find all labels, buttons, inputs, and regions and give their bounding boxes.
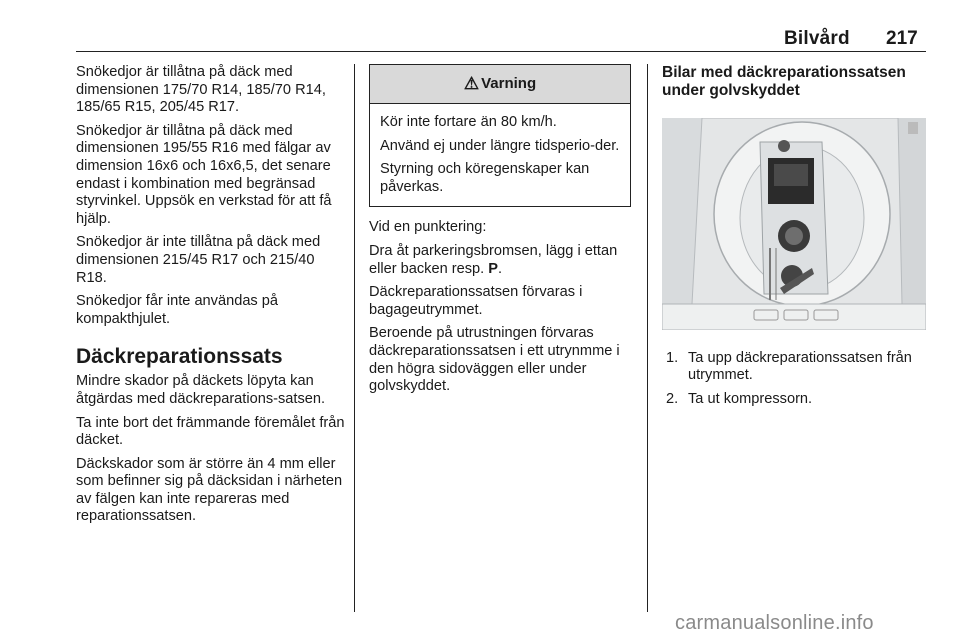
- paragraph: Beroende på utrustningen förvaras däckreparationssatsen i ett utrynmme i den högra sidoväggen eller under golvskyddet.: [369, 325, 620, 395]
- section-heading: Däckreparationssats: [76, 345, 283, 369]
- step-list: [662, 350, 926, 409]
- trunk-illustration: [662, 118, 926, 330]
- step-text: Ta ut kompressorn.: [688, 390, 813, 407]
- paragraph: Däckskador som är större än 4 mm eller som befinner sig på däcksidan i närheten av fälgen kan inte repareras med reparationssatsen.: [76, 455, 343, 525]
- warning-header: [370, 65, 630, 104]
- gear-letter: P: [488, 260, 498, 277]
- warning-icon: ⚠: [463, 74, 480, 94]
- paragraph: Ta inte bort det främmande föremålet från däcket.: [76, 414, 345, 449]
- warning-body: [370, 104, 630, 206]
- list-item: [662, 391, 926, 409]
- page-number: 217: [886, 28, 918, 49]
- step-text: Ta upp däckreparationssatsen från utrymmet.: [688, 349, 912, 384]
- column-2: [369, 64, 631, 402]
- list-item: [662, 350, 926, 385]
- paragraph: Snökedjor får inte användas på kompakthjulet.: [76, 293, 279, 327]
- warning-box: [369, 64, 631, 207]
- step-number: 1.: [666, 349, 679, 366]
- paragraph: Snökedjor är tillåtna på däck med dimensionen 175/70 R14, 185/70 R14, 185/65 R15, 205/45 R17.: [76, 64, 326, 116]
- step-number: 2.: [666, 390, 679, 407]
- paragraph: [369, 243, 631, 278]
- paragraph: Däckreparationssatsen förvaras i bagageutrymmet.: [369, 284, 583, 318]
- column-1: [76, 64, 346, 532]
- paragraph: Snökedjor är tillåtna på däck med dimensionen 195/55 R16 med fälgar av dimension 16x6 och 16x6,5, det senare endast i kombination med begränsad styrvinkel. Uppsök en verkstad för att få hjälp.: [76, 122, 332, 227]
- paragraph: Vid en punktering:: [369, 219, 487, 236]
- column-divider-1: [354, 64, 355, 612]
- column-3: [662, 64, 926, 414]
- paragraph-end: .: [498, 260, 503, 277]
- subsection-heading: Bilar med däckreparationssatsen under golvskyddet: [662, 64, 906, 99]
- paragraph-text: Dra åt parkeringsbromsen, lägg i ettan eller backen resp.: [369, 242, 618, 277]
- warning-line: Styrning och köregenskaper kan påverkas.: [380, 161, 590, 195]
- warning-line: Använd ej under längre tidsperio-der.: [380, 137, 620, 154]
- paragraph: Snökedjor är inte tillåtna på däck med dimensionen 215/45 R17 och 215/40 R18.: [76, 234, 321, 286]
- page-header-title: Bilvård: [784, 28, 850, 49]
- column-divider-2: [647, 64, 648, 612]
- warning-title: Varning: [481, 75, 537, 93]
- paragraph: Mindre skador på däckets löpyta kan åtgärdas med däckreparations-satsen.: [76, 373, 326, 407]
- warning-line: Kör inte fortare än 80 km/h.: [380, 114, 557, 130]
- watermark: carmanualsonline.info: [675, 612, 874, 634]
- header-divider: [76, 51, 926, 52]
